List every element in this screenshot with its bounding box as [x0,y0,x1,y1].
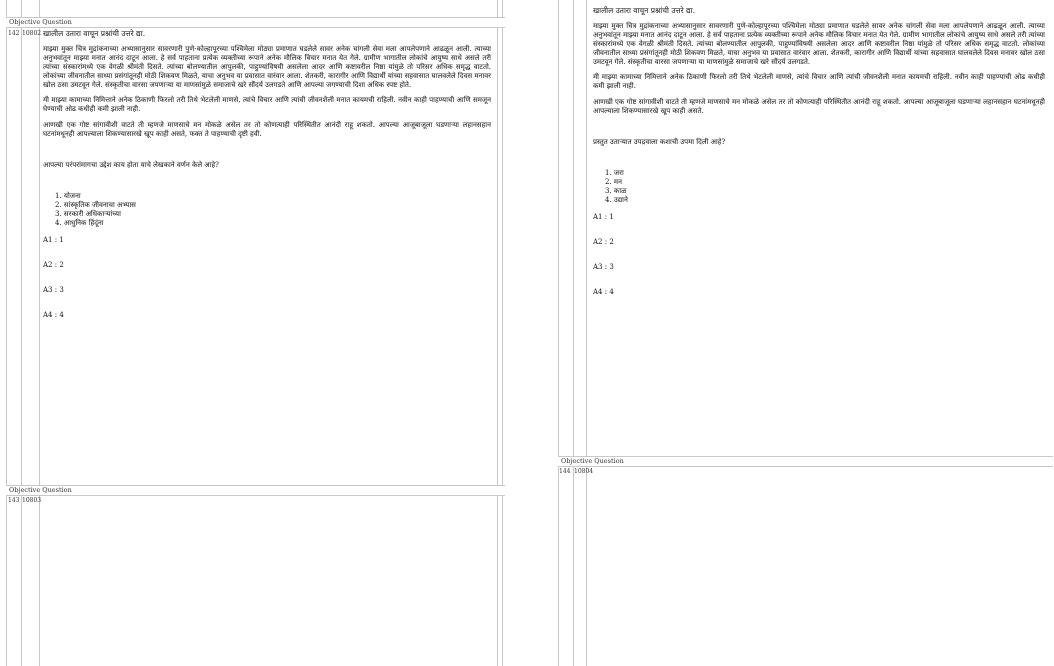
question-content [593,7,1045,313]
option-item: 4. उद्याने [605,195,628,204]
passage-paragraph: मी माझ्या कामाच्या निमित्ताने अनेक ठिकाणी फिरलो तरी तिथे भेटलेली माणसे, त्यांचे विचार आणि त्यांची जीवनशैली मनात कायमची राहिली. नवीन काही पाहण्याची आणि समजून घेण्याची ओढ कधीही कमी झाली नाही. [43,96,491,114]
answer-2: A2 : 2 [43,260,64,269]
answer-1: A1 : 1 [43,235,64,244]
option-item: 3. काळ [605,186,627,195]
answer-1: A1 : 1 [593,212,614,221]
question-id: 10802 [22,30,42,37]
passage-paragraph: आणखी एक गोष्ट सांगावीशी वाटते ती म्हणजे माणसाचे मन मोकळे असेल तर तो कोणत्याही परिस्थितीत आनंदी राहू शकतो. आपल्या आजूबाजूला घडणाऱ्या लहानसहान घटनांमधूनही आपल्याला शिकण्यासारखे खूप काही असते. [593,98,1045,116]
section-header: Objective Question [558,456,1053,467]
answer-3: A3 : 3 [43,285,64,294]
answer-3: A3 : 3 [593,262,614,271]
passage-paragraph: माझ्या मुक्त चित्र मुद्रांकनाच्या अभ्यासानुसार सावरणारी पुणे-कोल्हापूरच्या पश्चिमेला मोठ्या प्रमाणात घडलेले सावर अनेक चांगली सेवा मला आपलेपणाने आढळून आली. त्याच्या अनुभवांतून माझ्या मनात आनंद दाटून आला. हे सर्व पाहताना प्रत्येक व्यक्तीच्या रूपाने अनेक मौलिक विचार मनात येत गेले. ग्रामीण भागातील लोकांचे आयुष्य साधे असले तरी त्यांच्या संस्कारांमध्ये एक वेगळी श्रीमंती दिसते. त्यांच्या बोलण्यातील आपुलकी, पाहुण्यांविषयी असलेला आदर आणि कष्टावरील निष्ठा यांमुळे तो परिसर अधिक समृद्ध वाटतो. लोकांच्या जीवनातील साध्या प्रसंगांतूनही मोठी शिकवण मिळते, याचा अनुभव या प्रवासात वारंवार आला. शेतकरी, कारागीर आणि विद्यार्थी यांच्या सहवासात घालवलेले दिवस मनावर खोल ठसा उमटवून गेले. संस्कृतीचा वारसा जपणाऱ्या या माणसांमुळे समाजाचे खरे सौंदर्य उलगडते. [593,21,1045,66]
question-number: 143 [8,497,20,504]
question-id: 10804 [574,468,594,475]
passage-paragraph: माझ्या मुक्त चित्र मुद्रांकनाच्या अभ्यासानुसार सावरणारी पुणे-कोल्हापूरच्या पश्चिमेला मोठ्या प्रमाणात घडलेले सावर अनेक चांगली सेवा मला आपलेपणाने आढळून आली. त्याच्या अनुभवांतून माझ्या मनात आनंद दाटून आला. हे सर्व पाहताना प्रत्येक व्यक्तीच्या रूपाने अनेक मौलिक विचार मनात येत गेले. ग्रामीण भागातील लोकांचे आयुष्य साधे असले तरी त्यांच्या संस्कारांमध्ये एक वेगळी श्रीमंती दिसते. त्यांच्या बोलण्यातील आपुलकी, पाहुण्यांविषयी असलेला आदर आणि कष्टावरील निष्ठा यांमुळे तो परिसर अधिक समृद्ध वाटतो. लोकांच्या जीवनातील साध्या प्रसंगांतूनही मोठी शिकवण मिळते, याचा अनुभव या प्रवासात वारंवार आला. शेतकरी, कारागीर आणि विद्यार्थी यांच्या सहवासात घालवलेले दिवस मनावर खोल ठसा उमटवून गेले. संस्कृतीचा वारसा जपणाऱ्या या माणसांमुळे समाजाचे खरे सौंदर्य उलगडते आणि आपल्या जगण्याची दिशा अधिक स्पष्ट होते. [43,44,491,89]
passage-heading: खालील उतारा वाचून प्रश्नांची उत्तरे द्या. [593,6,696,15]
option-item: 2. मन [605,177,622,186]
passage-heading: खालील उतारा वाचून प्रश्नांची उत्तरे द्या. [43,29,146,38]
left-column [0,0,505,666]
question-text: प्रस्तुत उताऱ्यात उपद्रवाला कशाची उपमा दिली आहे? [593,138,726,147]
answer-2: A2 : 2 [593,237,614,246]
question-text: आपल्या परंपरांमागचा उद्देश काय होता याचे लेखकाने वर्णन केले आहे? [43,161,219,170]
question-id: 10803 [22,497,42,504]
passage-paragraph: आणखी एक गोष्ट सांगावीशी वाटते ती म्हणजे माणसाचे मन मोकळे असेल तर तो कोणत्याही परिस्थितीत आनंदी राहू शकतो. आपल्या आजूबाजूला घडणाऱ्या लहानसहान घटनांमधूनही आपल्याला शिकण्यासारखे खूप काही असते, फक्त ते पाहण्याची दृष्टी हवी. [43,121,491,139]
question-content [43,30,491,336]
option-item: 4. आधुनिक हिंदूंना [55,218,104,227]
option-item: 1. योजना [55,191,81,200]
question-number: 142 [8,30,20,37]
section-header: Objective Question [6,485,505,496]
option-item: 1. जरा [605,168,624,177]
right-column [556,0,1054,666]
passage-paragraph: मी माझ्या कामाच्या निमित्ताने अनेक ठिकाणी फिरलो तरी तिथे भेटलेली माणसे, त्यांचे विचार आणि त्यांची जीवनशैली मनात कायमची राहिली. नवीन काही पाहण्याची ओढ कधीही कमी झाली नाही. [593,73,1045,91]
answer-4: A4 : 4 [593,287,614,296]
option-item: 2. सांस्कृतिक जीवनाचा अभ्यास [55,200,136,209]
section-header: Objective Question [6,17,505,28]
question-number: 144 [559,468,571,475]
answer-4: A4 : 4 [43,310,64,319]
options-list [605,169,1045,205]
options-list [55,192,491,228]
option-item: 3. सरकारी अधिकाऱ्यांच्या [55,209,121,218]
